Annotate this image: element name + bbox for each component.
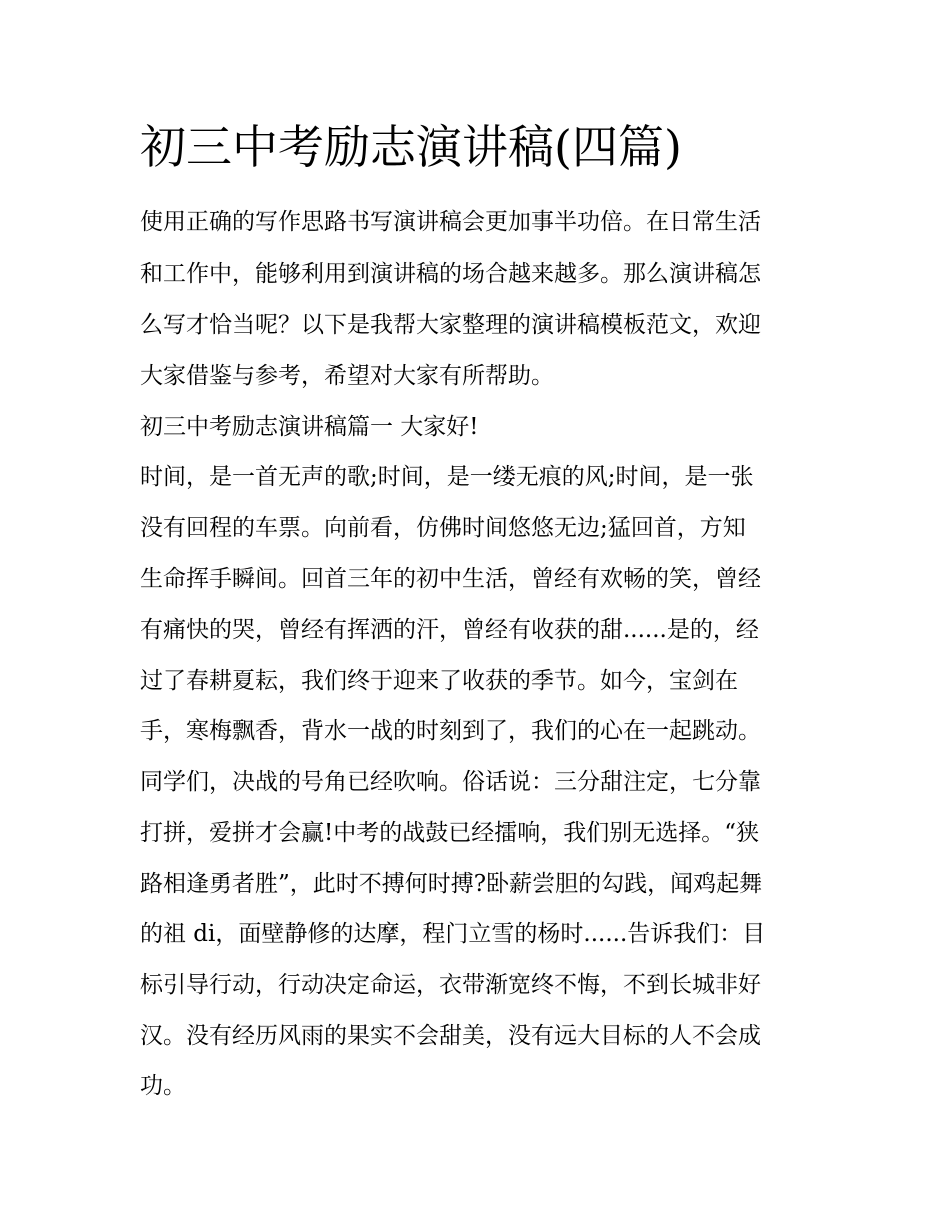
body-line: 没有回程的车票。向前看，仿佛时间悠悠无边;猛回首，方知 [140,515,746,541]
page-title: 初三中考励志演讲稿(四篇) [140,120,682,174]
body-line: 和工作中，能够利用到演讲稿的场合越来越多。那么演讲稿怎 [140,261,761,287]
body-line: 么写才恰当呢？以下是我帮大家整理的演讲稿模板范文，欢迎 [140,312,761,338]
body-line: 标引导行动，行动决定命运，衣带渐宽终不悔，不到长城非好 [140,972,761,998]
body-line: 手，寒梅飘香，背水一战的时刻到了，我们的心在一起跳动。 [140,718,761,744]
body-line: 生命挥手瞬间。回首三年的初中生活，曾经有欢畅的笑，曾经 [140,566,761,592]
body-line: 使用正确的写作思路书写演讲稿会更加事半功倍。在日常生活 [140,209,761,235]
body-line: 的祖 di，面壁静修的达摩，程门立雪的杨时......告诉我们：目 [140,921,766,947]
body-line: 有痛快的哭，曾经有挥洒的汗，曾经有收获的甜......是的，经 [140,617,759,643]
body-line: 时间，是一首无声的歌;时间，是一缕无痕的风;时间，是一张 [140,464,754,490]
body-line: 打拼，爱拼才会赢!中考的战鼓已经擂响，我们别无选择。“狭 [140,820,760,846]
section-heading-line: 初三中考励志演讲稿篇一 大家好! [140,414,479,440]
body-line: 功。 [140,1073,186,1099]
body-line: 路相逢勇者胜”，此时不搏何时搏?卧薪尝胆的勾践，闻鸡起舞 [140,871,763,897]
body-line: 汉。没有经历风雨的果实不会甜美，没有远大目标的人不会成 [140,1023,761,1049]
body-line: 大家借鉴与参考，希望对大家有所帮助。 [140,363,554,389]
body-line: 过了春耕夏耘，我们终于迎来了收获的季节。如今，宝剑在 [140,668,738,694]
body-line: 同学们，决战的号角已经吹响。俗话说：三分甜注定，七分靠 [140,769,761,795]
